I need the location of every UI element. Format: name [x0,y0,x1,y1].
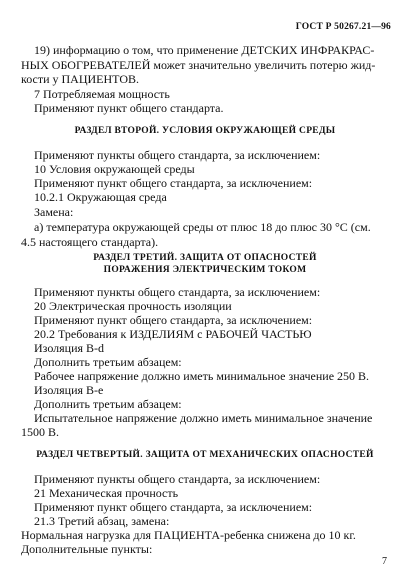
text-line: Применяют пункт общего стандарта. [34,101,224,115]
text-line: Дополнить третьим абзацем: [34,355,182,369]
text-line: 1500 В. [21,425,60,439]
text-line: Изоляция В-d [34,341,105,355]
text-line: 10.2.1 Окружающая среда [34,190,167,204]
text-line: Применяют пункты общего стандарта, за исключением: [34,285,321,299]
text-line: Применяют пункты общего стандарта, за исключением: [34,472,321,486]
text-line: 21.3 Третий абзац, замена: [34,514,170,528]
text-line: кости у ПАЦИЕНТОВ. [21,72,140,86]
text-line: 20.2 Требования к ИЗДЕЛИЯМ с РАБОЧЕЙ ЧАСТЬЮ [34,327,312,341]
section-heading-4: РАЗДЕЛ ЧЕТВЕРТЫЙ. ЗАЩИТА ОТ МЕХАНИЧЕСКИХ ОПАСНОСТЕЙ [36,450,374,460]
page-number: 7 [382,556,387,567]
section-heading-3-line2: ПОРАЖЕНИЯ ЭЛЕКТРИЧЕСКИМ ТОКОМ [103,265,307,275]
text-line: Изоляция В-е [34,383,104,397]
document-header: ГОСТ Р 50267.21—96 [295,22,391,32]
text-line: 4.5 настоящего стандарта). [21,235,159,249]
text-line: 20 Электрическая прочность изоляции [34,299,232,313]
text-line: 7 Потребляемая мощность [34,87,170,101]
text-line: Применяют пункты общего стандарта, за исключением: [34,148,321,162]
section-heading-3-line1: РАЗДЕЛ ТРЕТИЙ. ЗАЩИТА ОТ ОПАСНОСТЕЙ [93,253,317,263]
text-line: 19) информацию о том, что применение ДЕТСКИХ ИНФРАКРАС- [34,43,375,57]
text-line: НЫХ ОБОГРЕВАТЕЛЕЙ может значительно увеличить потерю жид- [21,58,376,72]
section-heading-2: РАЗДЕЛ ВТОРОЙ. УСЛОВИЯ ОКРУЖАЮЩЕЙ СРЕДЫ [74,126,336,136]
text-line: 21 Механическая прочность [34,486,179,500]
text-line: Рабочее напряжение должно иметь минимальное значение 250 В. [34,369,370,383]
text-line: Нормальная нагрузка для ПАЦИЕНТА-ребенка снижена до 10 кг. [21,528,356,542]
text-line: Применяют пункт общего стандарта, за исключением: [34,313,313,327]
text-line: Применяют пункт общего стандарта, за исключением: [34,500,313,514]
text-line: Замена: [34,205,74,219]
text-line: а) температура окружающей среды от плюс 18 до плюс 30 °С (см. [34,220,371,234]
text-line: Дополнить третьим абзацем: [34,397,182,411]
text-line: Испытательное напряжение должно иметь минимальное значение [34,411,373,425]
text-line: Применяют пункт общего стандарта, за исключением: [34,176,313,190]
text-line: 10 Условия окружающей среды [34,162,195,176]
text-line: Дополнительные пункты: [21,542,153,556]
